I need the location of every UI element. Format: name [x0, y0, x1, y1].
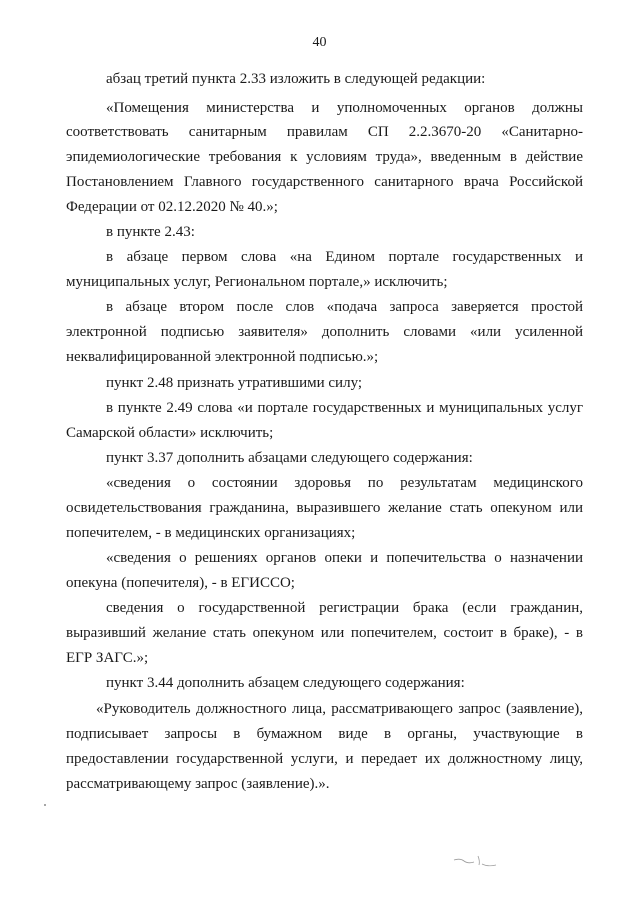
text-line: в абзаце втором после слов «подача запроса заверяется простой [106, 299, 583, 315]
text-line: выразивший желание стать опекуном или попечителем, состоит в браке), - в [66, 625, 583, 641]
text-line: в абзаце первом слова «на Едином портале государственных и [106, 249, 583, 265]
text-line: Федерации от 02.12.2020 № 40.»; [66, 199, 278, 215]
scan-speck [40, 800, 50, 810]
text-line: электронной подписью заявителя» дополнить словами «или усиленной [66, 324, 583, 340]
text-line: попечителем, - в медицинских организациях; [66, 525, 356, 541]
text-line: в пункте 2.43: [106, 224, 195, 240]
text-line: неквалифицированной электронной подписью.»; [66, 349, 379, 365]
text-line: подписывает запросы в бумажном виде в органы, участвующие в [66, 726, 583, 742]
text-line: «сведения о состоянии здоровья по результатам медицинского [106, 475, 583, 491]
text-line: рассматривающему запрос (заявление).». [66, 776, 330, 792]
text-line: пункт 3.37 дополнить абзацами следующего содержания: [106, 450, 473, 466]
text-line: предоставлении государственной услуги, и передает их должностному лицу, [66, 751, 583, 767]
text-line: опекуна (попечителя), - в ЕГИССО; [66, 575, 295, 591]
text-line: Самарской области» исключить; [66, 425, 274, 441]
text-line: «Помещения министерства и уполномоченных органов должны [106, 100, 583, 116]
text-line: пункт 3.44 дополнить абзацем следующего содержания: [106, 675, 465, 691]
scan-smudge [452, 852, 500, 872]
text-line: муниципальных услуг, Региональном портале,» исключить; [66, 274, 448, 290]
text-line: «Руководитель должностного лица, рассматривающего запрос (заявление), [96, 701, 583, 717]
text-line: сведения о государственной регистрации брака (если гражданин, [106, 600, 583, 616]
text-line: пункт 2.48 признать утратившими силу; [106, 375, 363, 391]
text-line: в пункте 2.49 слова «и портале государственных и муниципальных услуг [106, 400, 583, 416]
text-line: Постановлением Главного государственного санитарного врача Российской [66, 174, 583, 190]
text-line: соответствовать санитарным правилам СП 2.2.3670-20 «Санитарно- [66, 124, 583, 140]
text-line: эпидемиологические требования к условиям труда», введенным в действие [66, 149, 583, 165]
text-line: «сведения о решениях органов опеки и попечительства о назначении [106, 550, 583, 566]
text-line: ЕГР ЗАГС.»; [66, 650, 149, 666]
text-line: освидетельствования гражданина, выразившего желание стать опекуном или [66, 500, 583, 516]
text-line: абзац третий пункта 2.33 изложить в следующей редакции: [106, 71, 486, 87]
page-number: 40 [312, 35, 327, 50]
